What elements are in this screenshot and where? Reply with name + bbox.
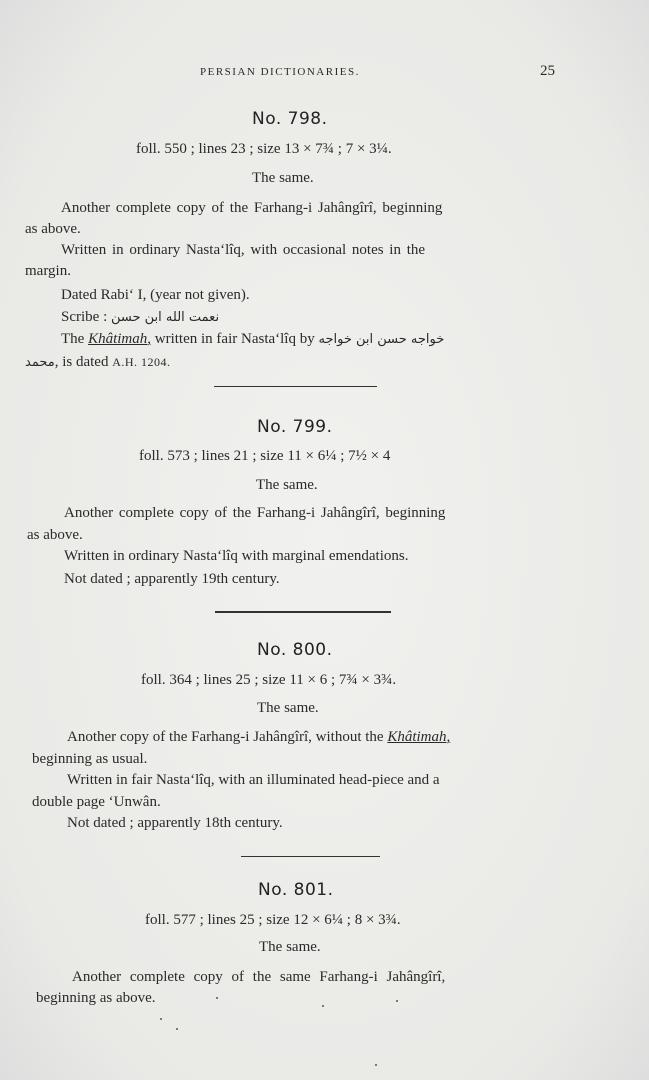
khatimah-text: written in fair Nasta‘lîq by [154,331,315,347]
entry-number: No. 799. [257,417,333,437]
entry-same: The same. [257,700,319,716]
running-title: PERSIAN DICTIONARIES. [200,66,360,78]
entry-meta: foll. 364 ; lines 25 ; size 11 × 6 ; 7¾ × 3¾. [141,672,397,688]
entry-line: Written in fair Nasta‘lîq, with an illuminated head-piece and a [67,772,440,788]
date-line [25,352,171,373]
entry-number: No. 800. [257,640,333,660]
entry-meta: foll. 573 ; lines 21 ; size 11 × 6¼ ; 7½ × 4 [139,448,391,464]
date-value: A.H. 1204. [112,355,171,369]
khwaja-name-arabic: خواجه حسن ابن خواجه [318,332,445,347]
section-divider [241,856,380,857]
entry-same: The same. [259,939,321,955]
entry-same: The same. [252,170,314,186]
paper-speck [375,1064,377,1066]
entry-meta: foll. 550 ; lines 23 ; size 13 × 7¾ ; 7 × 3¼. [136,141,392,157]
section-divider [215,611,391,613]
paper-speck [322,1005,324,1007]
paper-speck [396,1000,398,1002]
entry-line: Written in ordinary Nasta‘lîq with marginal emendations. [64,548,409,564]
paper-speck [160,1018,162,1020]
khatimah-line [61,329,444,350]
entry-line: beginning as above. [36,990,156,1006]
scribe-label: Scribe : [61,309,108,325]
muhammad-arabic: محمد [25,355,55,370]
entry-line: as above. [25,221,81,237]
entry-line: beginning as usual. [32,751,148,767]
entry-line-800-1 [67,727,450,748]
entry-meta: foll. 577 ; lines 25 ; size 12 × 6¼ ; 8 × 3¾. [145,912,401,928]
khatimah-term: Khâtimah, [88,331,152,347]
khatimah-prefix: The [61,331,85,347]
entry-same: The same. [256,477,318,493]
paper-speck [176,1028,178,1030]
scribe-line [61,307,219,328]
entry-line: Another complete copy of the Farhang-i Jahângîrî, beginning [61,200,443,216]
entry-line: as above. [27,527,83,543]
entry-line: Not dated ; apparently 19th century. [64,571,280,587]
entry-line: margin. [25,263,71,279]
entry-line: Another copy of the Farhang-i Jahângîrî, without the [67,729,384,745]
date-text: , is dated [54,354,109,370]
section-divider [214,386,377,387]
entry-line: Another complete copy of the Farhang-i Jahângîrî, beginning [64,505,446,521]
entry-line: Written in ordinary Nasta‘lîq, with occasional notes in the [61,242,426,258]
entry-line: Not dated ; apparently 18th century. [67,815,283,831]
entry-number: No. 801. [258,880,334,900]
entry-number: No. 798. [252,109,328,129]
page-number: 25 [540,63,555,79]
paper-speck [216,997,218,999]
entry-line: Dated Rabi‘ I, (year not given). [61,287,250,303]
khatimah-term: Khâtimah, [387,729,451,745]
scribe-name-arabic: نعمت الله ابن حسن [111,310,220,325]
entry-line: double page ‘Unwân. [32,794,161,810]
entry-line: Another complete copy of the same Farhang-i Jahângîrî, [72,969,446,985]
